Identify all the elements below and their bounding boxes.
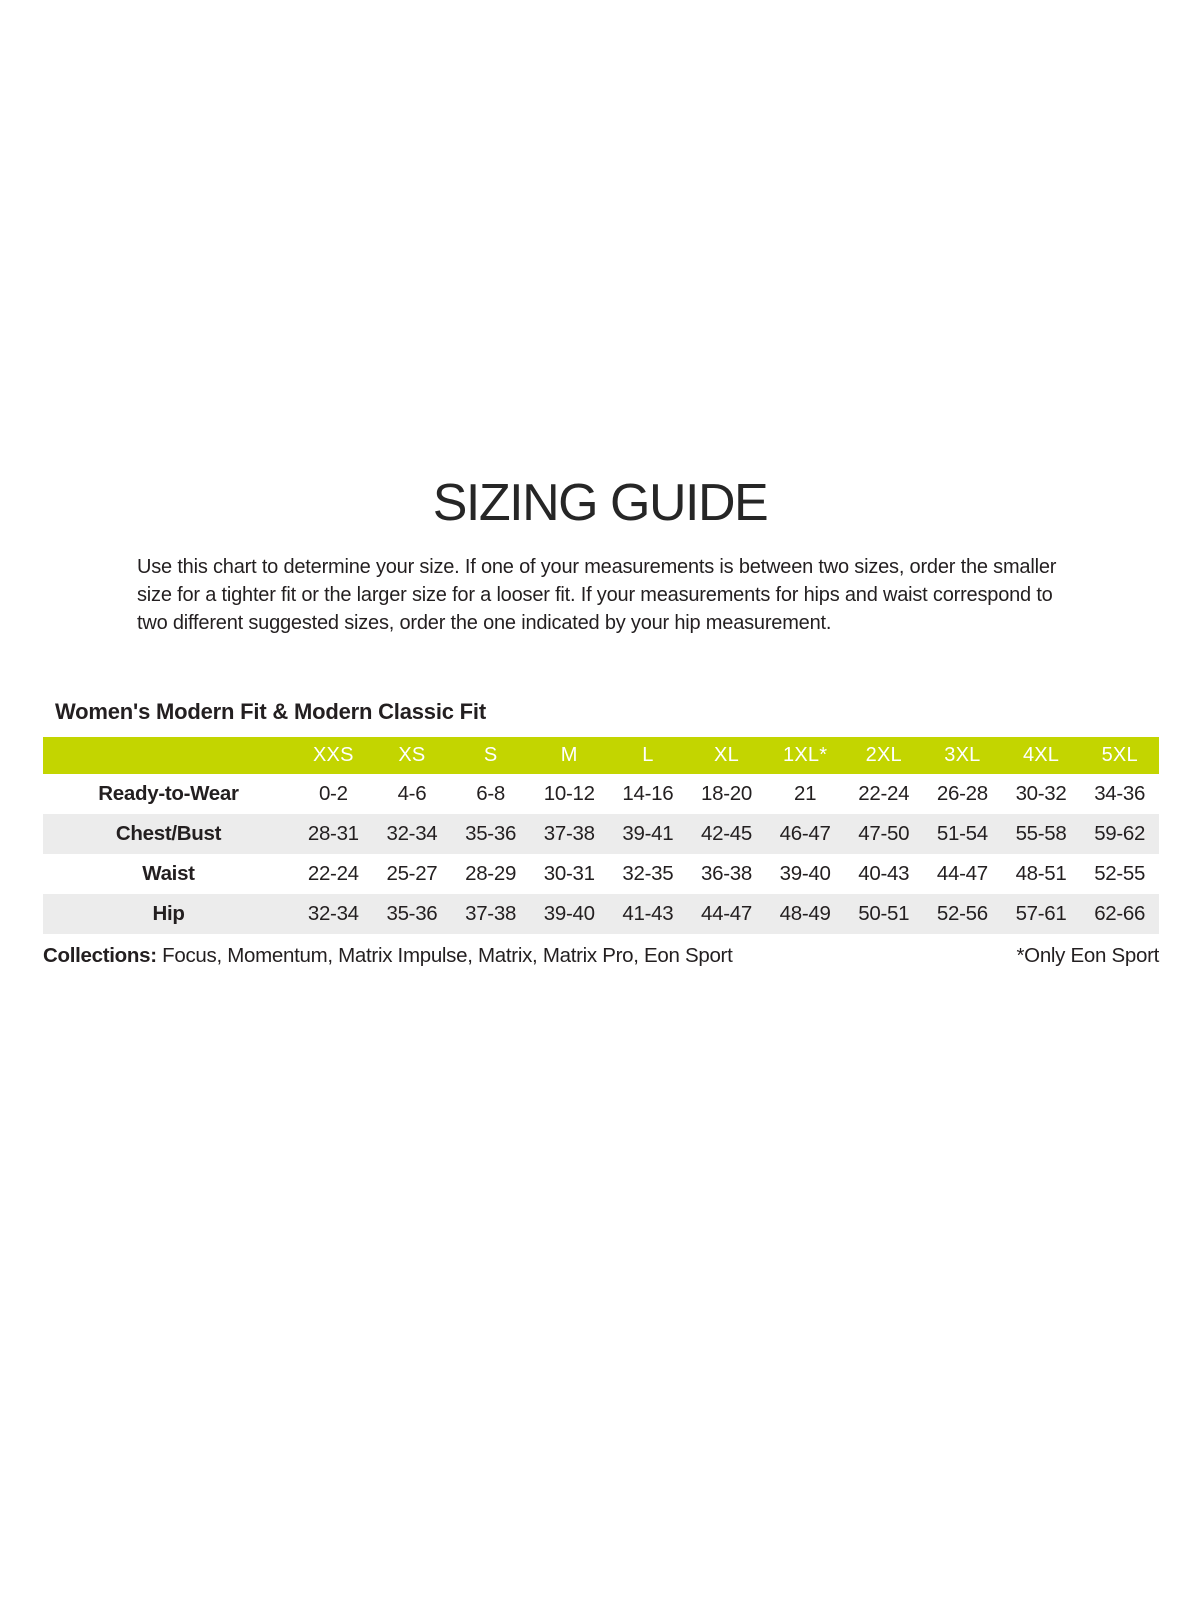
collections-list: Focus, Momentum, Matrix Impulse, Matrix, Matrix Pro, Eon Sport: [156, 944, 733, 967]
table-cell: 59-62: [1094, 822, 1146, 845]
table-cell: 39-40: [779, 862, 831, 885]
size-table-header-row: [43, 737, 1159, 774]
row-label: Ready-to-Wear: [98, 782, 239, 805]
table-cell: 25-27: [386, 862, 438, 885]
size-column-header-xl: XL: [714, 744, 739, 766]
table-cell: 30-31: [543, 862, 595, 885]
collections-footer: [43, 944, 1159, 968]
row-label: Chest/Bust: [115, 822, 222, 845]
table-cell: 30-32: [1015, 782, 1067, 805]
table-row-hip: [43, 894, 1159, 934]
table-cell: 55-58: [1015, 822, 1067, 845]
table-cell: 22-24: [307, 862, 359, 885]
table-cell: 52-56: [936, 902, 988, 925]
size-column-header-5xl: 5XL: [1101, 744, 1138, 766]
table-cell: 10-12: [543, 782, 595, 805]
table-cell: 32-34: [386, 822, 438, 845]
table-cell: 37-38: [465, 902, 517, 925]
table-cell: 48-51: [1015, 862, 1067, 885]
row-label: Hip: [152, 902, 185, 925]
table-cell: 21: [794, 782, 817, 805]
collections-label: Collections:: [43, 944, 157, 967]
table-cell: 26-28: [936, 782, 988, 805]
table-cell: 37-38: [543, 822, 595, 845]
table-cell: 52-55: [1094, 862, 1146, 885]
table-cell: 36-38: [701, 862, 752, 885]
table-row-ready-to-wear: [43, 774, 1159, 814]
size-column-header-m: M: [560, 744, 578, 766]
table-cell: 46-47: [779, 822, 831, 845]
size-column-header-xs: XS: [398, 744, 426, 766]
table-cell: 62-66: [1094, 902, 1146, 925]
table-cell: 48-49: [779, 902, 831, 925]
intro-line: Use this chart to determine your size. If one of your measurements is between two sizes, order the smaller: [137, 556, 1057, 578]
size-column-header-1xl: 1XL*: [783, 744, 828, 766]
table-cell: 32-34: [307, 902, 359, 925]
table-cell: 18-20: [701, 782, 752, 805]
table-cell: 57-61: [1015, 902, 1067, 925]
table-cell: 39-40: [543, 902, 595, 925]
table-cell: 44-47: [701, 902, 752, 925]
size-column-header-l: L: [642, 744, 654, 766]
intro-paragraph: [137, 553, 1056, 637]
table-cell: 28-31: [307, 822, 359, 845]
size-column-header-s: S: [483, 744, 498, 766]
table-cell: 35-36: [465, 822, 517, 845]
table-cell: 0-2: [318, 782, 348, 805]
size-column-header-3xl: 3XL: [944, 744, 981, 766]
table-cell: 35-36: [386, 902, 438, 925]
table-cell: 40-43: [858, 862, 910, 885]
table-cell: 39-41: [622, 822, 674, 845]
table-row-chest-bust: [43, 814, 1159, 854]
size-column-header-xxs: XXS: [313, 744, 354, 766]
table-cell: 50-51: [858, 902, 910, 925]
table-row-waist: [43, 854, 1159, 894]
table-cell: 44-47: [936, 862, 988, 885]
size-column-header-4xl: 4XL: [1022, 744, 1060, 766]
table-cell: 28-29: [465, 862, 517, 885]
intro-line: size for a tighter fit or the larger size for a looser fit. If your measurements for hips and waist correspond to: [137, 584, 1053, 606]
size-table-header-spacer: [43, 737, 294, 774]
page-title: SIZING GUIDE: [432, 474, 768, 532]
table-cell: 14-16: [622, 782, 674, 805]
table-cell: 51-54: [936, 822, 988, 845]
size-column-header-2xl: 2XL: [865, 744, 902, 766]
size-table: [43, 737, 1159, 934]
table-cell: 6-8: [476, 782, 505, 805]
table-cell: 34-36: [1094, 782, 1146, 805]
asterisk-note: *Only Eon Sport: [1016, 944, 1159, 967]
intro-line: two different suggested sizes, order the one indicated by your hip measurement.: [137, 612, 832, 634]
section-heading: Women's Modern Fit & Modern Classic Fit: [55, 699, 486, 724]
row-label: Waist: [142, 862, 195, 885]
table-cell: 4-6: [397, 782, 427, 805]
table-cell: 22-24: [858, 782, 910, 805]
table-cell: 42-45: [701, 822, 752, 845]
table-cell: 32-35: [622, 862, 674, 885]
table-cell: 47-50: [858, 822, 910, 845]
collections-line: [43, 944, 732, 968]
table-cell: 41-43: [622, 902, 674, 925]
